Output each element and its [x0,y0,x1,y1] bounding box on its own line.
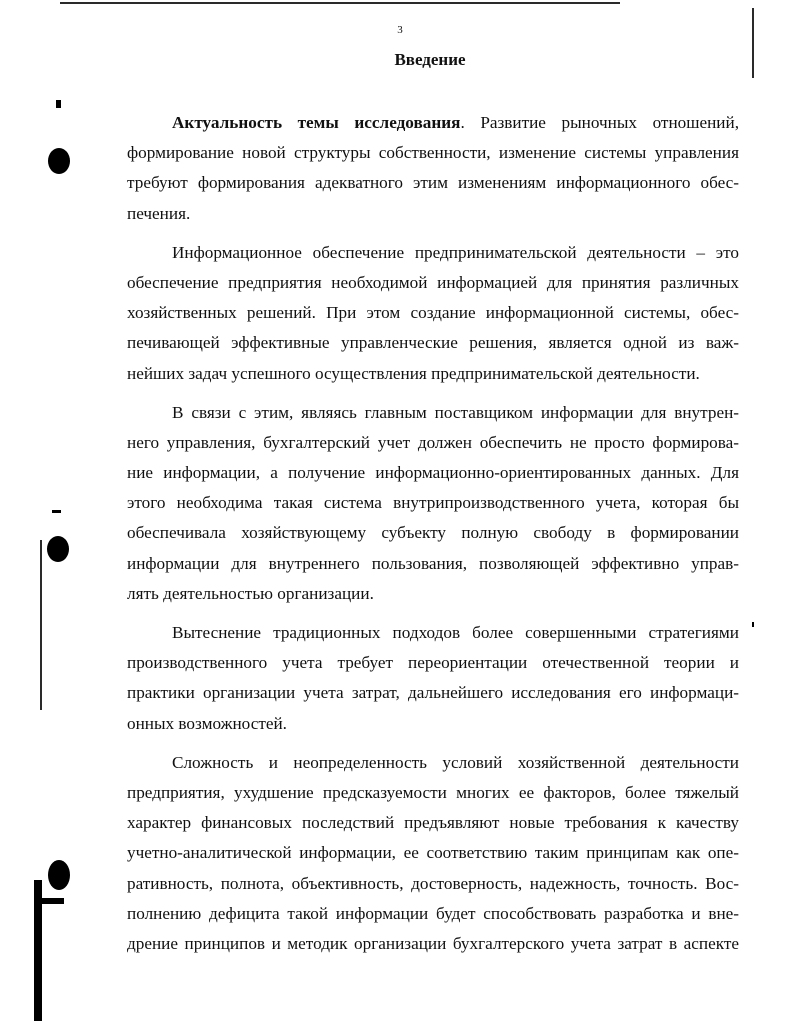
paragraph-4-line-2: производственного учета требует переориентации отечественной теории и [127,653,739,673]
paragraph-2-line-1: Информационное обеспечение предпринимательской деятельности – это [172,242,739,262]
paragraph-5-line-7: дрение принципов и методик организации бухгалтерского учета затрат в аспекте [127,933,739,953]
paragraph-2-line-3: хозяйственных решений. При этом создание информационной системы, обес- [127,303,739,323]
paragraph-5-line-1: Сложность и неопределенность условий хозяйственной деятельности [172,752,739,772]
paragraph-5-line-4: учетно-аналитической информации, ее соответствию таким принципам как опе- [127,843,739,863]
paragraph-2-line-4: печивающей эффективные управленческие решения, является одной из важ- [127,333,739,353]
punch-hole-top [48,148,70,174]
paragraph-5-line-3: характер финансовых последствий предъявляют новые требования к качеству [127,813,739,833]
paragraph-3-line-4: этого необходима такая система внутрипроизводственного учета, которая бы [127,493,739,513]
paragraph-1-line-1: Актуальность темы исследования. Развитие рыночных отношений, [172,113,739,132]
scan-speck [52,510,61,513]
paragraph-3-line-5: обеспечивала хозяйствующему субъекту полную свободу в формировании [127,523,739,543]
scan-top-border [60,2,620,4]
paragraph-3-line-3: ние информации, а получение информационно-ориентированных данных. Для [127,463,739,483]
paragraph-2-line-5: нейших задач успешного осуществления предпринимательской деятельности. [127,363,700,383]
page-number: 3 [397,24,403,36]
paragraph-5-line-6: полнению дефицита такой информации будет способствовать разработка и вне- [127,903,739,923]
paragraph-4-line-4: онных возможностей. [127,713,287,733]
page-title: Введение [394,50,466,69]
paragraph-3-line-1: В связи с этим, являясь главным поставщиком информации для внутрен- [172,402,739,422]
lead-bold-text: Актуальность темы исследования [172,113,461,132]
paragraph-3-line-2: него управления, бухгалтерский учет должен обеспечить не просто формирова- [127,432,739,452]
scan-left-margin-line [40,540,42,710]
paragraph-1-line-3: требуют формирования адекватного этим изменениям информационного обес- [127,173,739,193]
punch-hole-middle [47,536,69,562]
paragraph-3-line-7: лять деятельностью организации. [127,583,374,603]
punch-hole-bottom [48,860,70,890]
body-text [127,108,739,959]
paragraph-1-line-4: печения. [127,203,191,223]
paragraph-5-line-5: ративность, полнота, объективность, достоверность, надежность, точность. Вос- [127,873,739,893]
paragraph-1-line-2: формирование новой структуры собственности, изменение системы управления [127,143,739,163]
paragraph-4-line-1: Вытеснение традиционных подходов более совершенными стратегиями [172,623,739,642]
scan-speck [56,100,61,108]
paragraph-5-line-2: предприятия, ухудшение предсказуемости многих ее факторов, более тяжелый [127,782,739,802]
scan-left-binding-tab [40,898,64,904]
scan-right-border [752,8,754,78]
paragraph-4-line-3: практики организации учета затрат, дальнейшего исследования его информаци- [127,683,739,703]
paragraph-3-line-6: информации для внутреннего пользования, позволяющей эффективно управ- [127,553,739,573]
paragraph-2-line-2: обеспечение предприятия необходимой информацией для принятия различных [127,272,739,292]
scan-speck [752,622,754,627]
